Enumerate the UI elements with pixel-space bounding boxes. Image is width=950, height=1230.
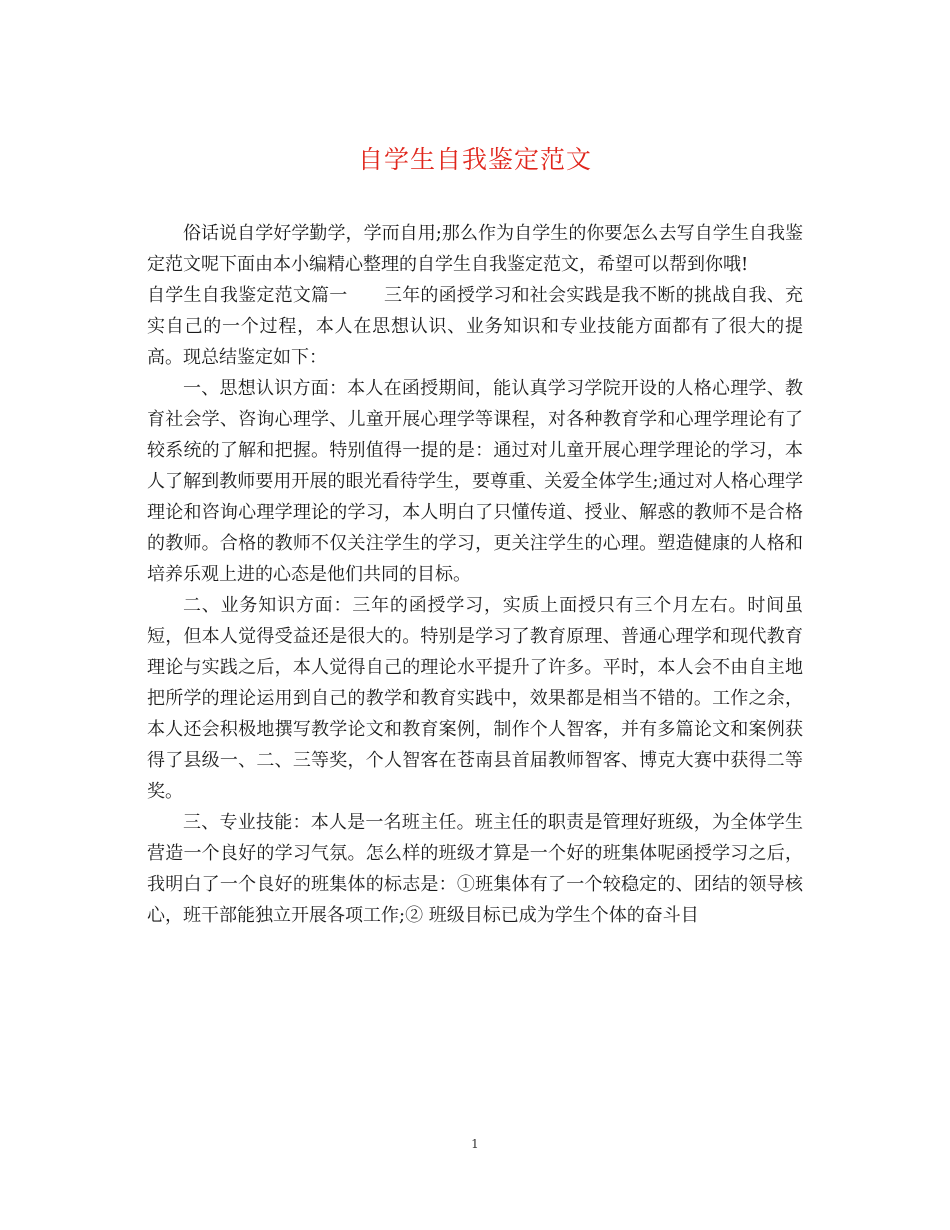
thought-paragraph: 一、思想认识方面：本人在函授期间，能认真学习学院开设的人格心理学、教育社会学、咨询心理学、儿童开展心理学等课程，对各种教育学和心理学理论有了较系统的了解和把握。特别值得一提的是：通过对儿童开展心理学理论的学习，本人了解到教师要用开展的眼光看待学生，要尊重、关爱全体学生;通过对人格心理学理论和咨询心理学理论的学习，本人明白了只懂传道、授业、解惑的教师不是合格的教师。合格的教师不仅关注学生的学习，更关注学生的心理。塑造健康的人格和培养乐观上进的心态是他们共同的目标。 (147, 378, 803, 585)
page-number: 1 (471, 1137, 479, 1151)
professional-skills-paragraph: 三、专业技能：本人是一名班主任。班主任的职责是管理好班级，为全体学生营造一个良好的学习气氛。怎么样的班级才算是一个好的班集体呢函授学习之后，我明白了一个良好的班集体的标志是：①班集体有了一个较稳定的、团结的领导核心，班干部能独立开展各项工作;② 班级目标已成为学生个体的奋斗目 (147, 812, 803, 926)
document-body (147, 218, 803, 931)
intro-paragraph: 俗话说自学好学勤学，学而自用;那么作为自学生的你要怎么去写自学生自我鉴定范文呢下面由本小编精心整理的自学生自我鉴定范文，希望可以帮到你哦! (147, 223, 803, 275)
section-heading-paragraph: 自学生自我鉴定范文篇一 三年的函授学习和社会实践是我不断的挑战自我、充实自己的一个过程，本人在思想认识、业务知识和专业技能方面都有了很大的提高。现总结鉴定如下： (147, 285, 803, 368)
business-knowledge-paragraph: 二、业务知识方面：三年的函授学习，实质上面授只有三个月左右。时间虽短，但本人觉得受益还是很大的。特别是学习了教育原理、普通心理学和现代教育理论与实践之后，本人觉得自己的理论水平提升了许多。平时，本人会不由自主地把所学的理论运用到自己的教学和教育实践中，效果都是相当不错的。工作之余，本人还会积极地撰写教学论文和教育案例，制作个人智客，并有多篇论文和案例获得了县级一、二、三等奖，个人智客在苍南县首届教师智客、博克大赛中获得二等奖。 (147, 595, 803, 802)
document-title: 自学生自我鉴定范文 (357, 145, 592, 174)
